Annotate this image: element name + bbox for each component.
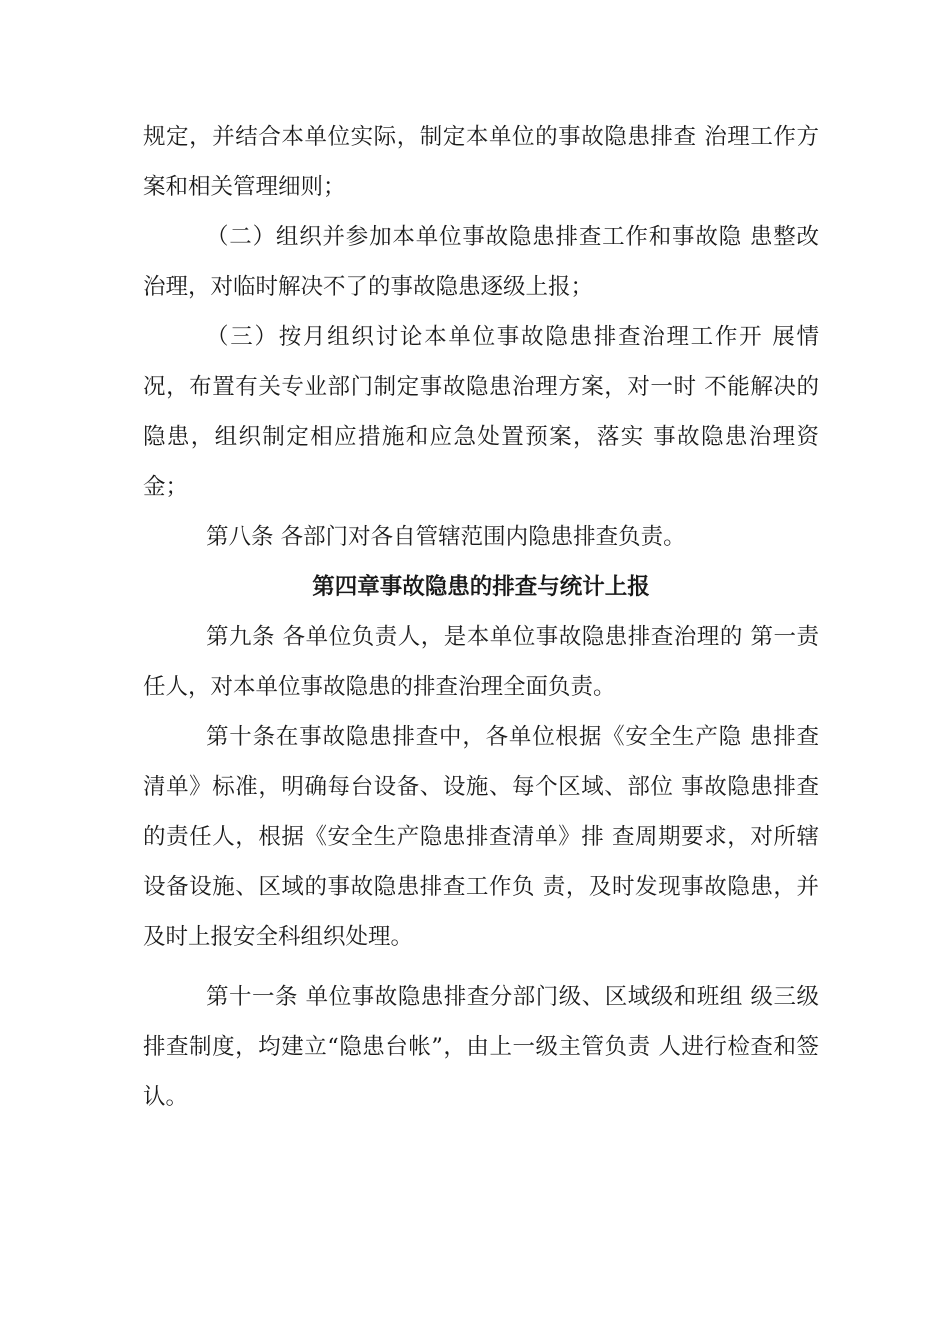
paragraph-item-2: （二）组织并参加本单位事故隐患排查工作和事故隐 患整改治理，对临时解决不了的事故隐患逐级上报；: [143, 224, 819, 300]
paragraph-item-3: （三）按月组织讨论本单位事故隐患排查治理工作开 展情况，布置有关专业部门制定事故隐患治理方案，对一时 不能解决的隐患，组织制定相应措施和应急处置预案，落实 事故隐患治理资金；: [143, 324, 819, 500]
chapter-heading: 第四章事故隐患的排查与统计上报: [312, 574, 650, 600]
document-body: [143, 112, 819, 1122]
article-11: 第十一条 单位事故隐患排查分部门级、区域级和班组 级三级排查制度，均建立“隐患台帐”，由上一级主管负责 人进行检查和签认。: [143, 984, 819, 1110]
article-10: 第十条在事故隐患排查中，各单位根据《安全生产隐 患排查清单》标准，明确每台设备、设施、每个区域、部位 事故隐患排查的责任人，根据《安全生产隐患排查清单》排 查周期要求，对所辖设备设施、区域的事故隐患排查工作负 责，及时发现事故隐患，并及时上报安全科组织处理。: [143, 724, 819, 950]
article-8: 第八条 各部门对各自管辖范围内隐患排查负责。: [206, 524, 686, 550]
article-9: 第九条 各单位负责人，是本单位事故隐患排查治理的 第一责任人，对本单位事故隐患的排查治理全面负责。: [143, 624, 819, 700]
paragraph-continuation: 规定，并结合本单位实际，制定本单位的事故隐患排查 治理工作方案和相关管理细则；: [143, 124, 819, 200]
